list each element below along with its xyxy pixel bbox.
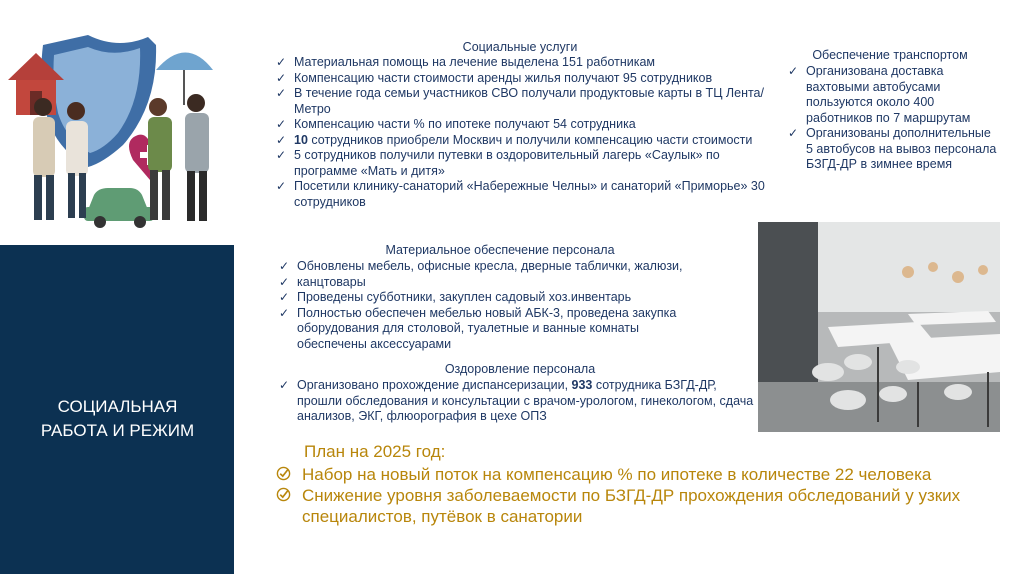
- umbrella-icon: [156, 53, 213, 106]
- check-icon: ✓: [279, 290, 290, 304]
- check-icon: ✓: [276, 132, 287, 147]
- check-icon: ✓: [279, 305, 290, 320]
- canteen-photo: [758, 222, 1000, 432]
- list-item: ✓ 10 сотрудников приобрели Москвич и получили компенсацию части стоимости: [276, 132, 753, 147]
- check-icon: ✓: [279, 378, 290, 392]
- circle-check-icon: [276, 487, 291, 502]
- check-icon: ✓: [788, 64, 799, 78]
- transport-heading: Обеспечение транспортом: [812, 48, 968, 62]
- list-item: ✓ Материальная помощь на лечение выделена 151 работникам: [276, 55, 656, 69]
- plan-item: Набор на новый поток на компенсацию % по ипотеке в количестве 22 человека: [276, 464, 996, 485]
- list-item: ✓ Проведены субботники, закуплен садовый хоз.инвентарь: [279, 290, 632, 304]
- list-item: ✓ Организованы дополнительные 5 автобусов на вывоз персонала БЗГД-ДР в зимнее время: [788, 126, 997, 171]
- check-icon: ✓: [279, 259, 290, 273]
- list-item: ✓ Компенсацию части % по ипотеке получают 54 сотрудника: [276, 117, 636, 131]
- circle-check-icon: [276, 466, 291, 481]
- check-icon: ✓: [276, 55, 287, 69]
- check-icon: ✓: [276, 179, 287, 193]
- material-heading: Материальное обеспечение персонала: [385, 243, 615, 257]
- list-item: ✓ 5 сотрудников получили путевки в оздоровительный лагерь «Саулык» по программе «Мать и дитя»: [276, 148, 720, 178]
- check-icon: ✓: [276, 117, 287, 131]
- check-icon: ✓: [279, 274, 290, 289]
- social-services-heading: Социальные услуги: [462, 40, 578, 54]
- transport-list: [786, 64, 998, 173]
- car-icon: [84, 188, 154, 228]
- check-icon: ✓: [276, 86, 287, 100]
- health-list: [277, 378, 757, 425]
- plan-title: План на 2025 год:: [304, 442, 446, 461]
- check-icon: ✓: [276, 70, 287, 85]
- list-item: ✓ Полностью обеспечен мебелью новый АБК-3, проведена закупка оборудования для столовой, туалетные и ванные комнаты обеспечены аксессуарами: [279, 305, 677, 351]
- list-item: ✓ Посетили клинику-санаторий «Набережные Челны» и санаторий «Приморье» 30 сотрудников: [276, 179, 765, 209]
- check-icon: ✓: [276, 148, 287, 162]
- list-item: ✓ канцтовары: [279, 274, 366, 289]
- check-icon: ✓: [788, 126, 799, 140]
- list-item: ✓ Компенсацию части стоимости аренды жилья получают 95 сотрудников: [276, 70, 713, 85]
- plan-item: Снижение уровня заболеваемости по БЗГД-ДР прохождения обследований у узких специалистов, путёвок в санатории: [276, 485, 996, 527]
- section-title: СОЦИАЛЬНАЯ РАБОТА И РЕЖИМ: [40, 397, 195, 440]
- list-item: ✓ Обновлены мебель, офисные кресла, дверные таблички, жалюзи,: [279, 259, 683, 273]
- health-heading: Оздоровление персонала: [444, 362, 596, 376]
- list-item: ✓ Организовано прохождение диспансеризации, 933 сотрудника БЗГД-ДР, прошли обследования и консультации с врачом-урологом, гинекологом, сдача анализов, ЭКГ, флюорография в цехе ОПЗ: [279, 378, 754, 423]
- material-list: [277, 259, 687, 352]
- plan-list: [276, 464, 996, 527]
- list-item: ✓ Организована доставка вахтовыми автобусами пользуются около 400 работников по 7 маршрутам: [788, 64, 971, 125]
- family-protection-illustration: [8, 25, 218, 230]
- list-item: ✓ В течение года семьи участников СВО получали продуктовые карты в ТЦ Лента/Метро: [276, 86, 764, 116]
- social-services-list: [274, 55, 769, 210]
